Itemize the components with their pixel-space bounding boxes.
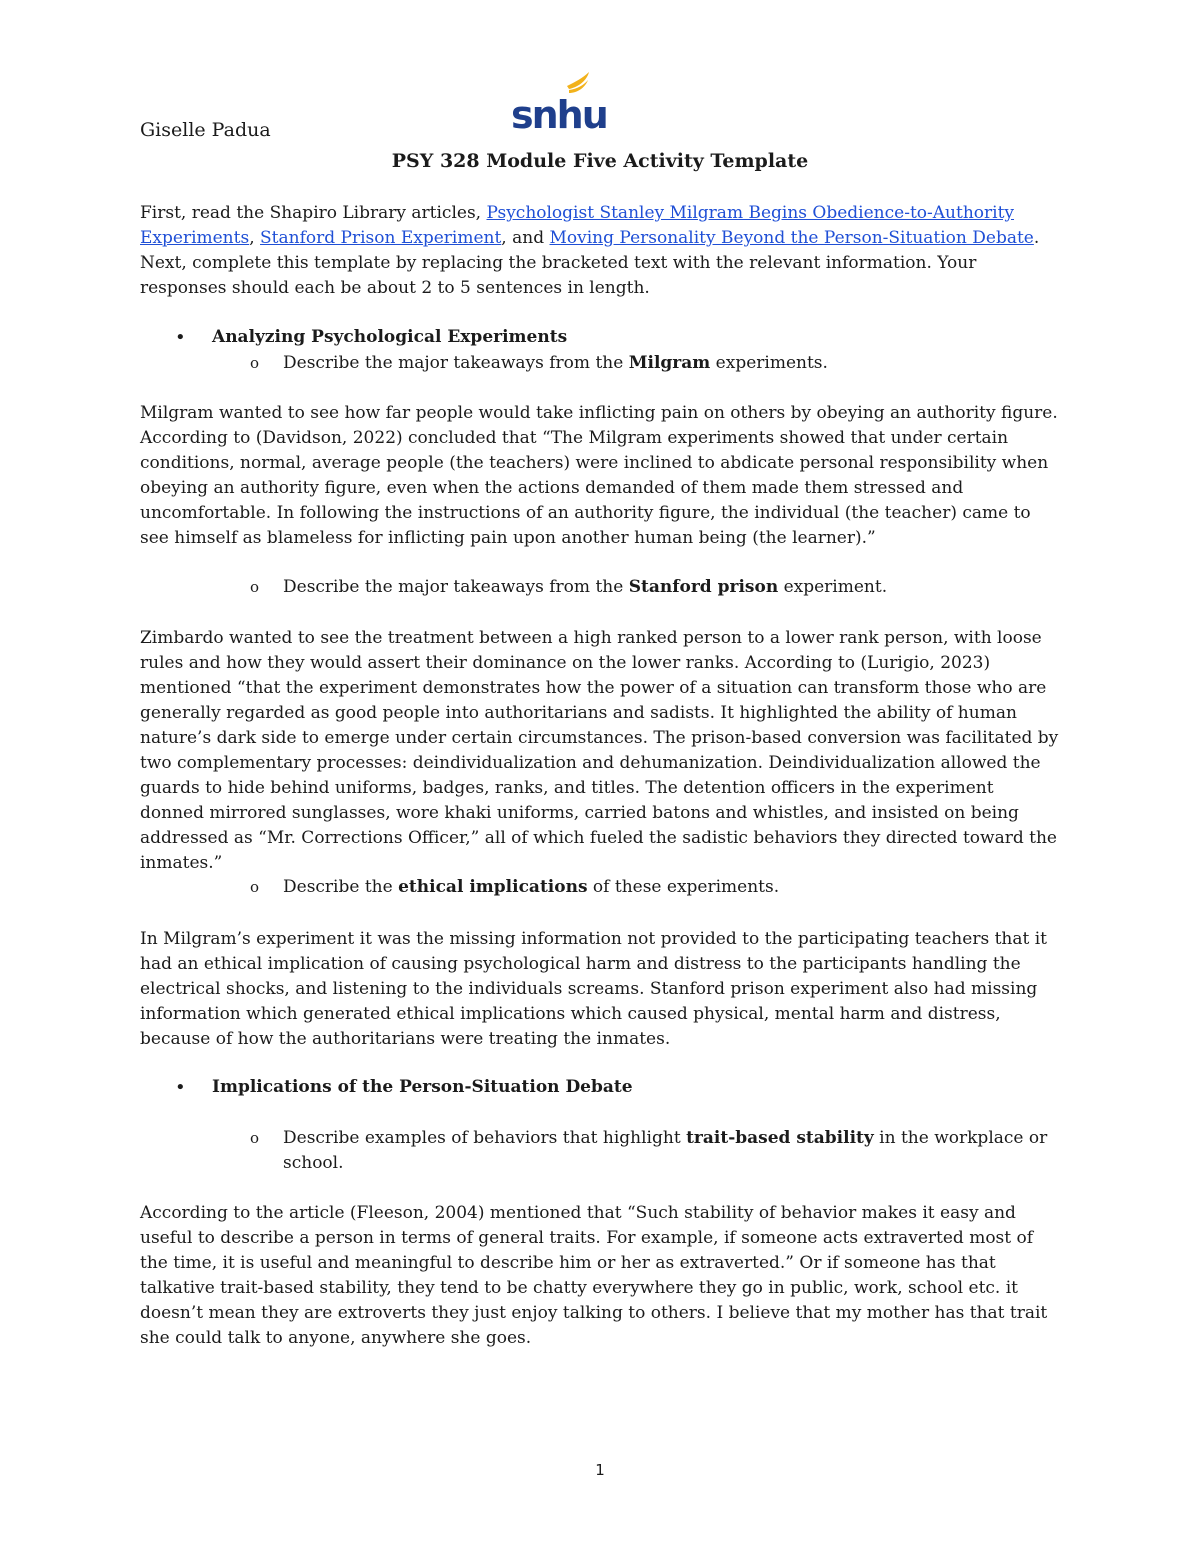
article-link-milgram[interactable]: Psychologist Stanley Milgram Begins Obedience-to-Authority Experiments: [140, 203, 1014, 248]
article-link-stanford[interactable]: Stanford Prison Experiment: [260, 228, 502, 248]
answer-stanford: Zimbardo wanted to see the treatment between a high ranked person to a lower rank person, with loose rules and how they would assert their dominance on the lower ranks. According to (Lurigio, 2023) mentioned “that the experiment demonstrates how the power of a situation can transform those who are generally regarded as good people into authoritarians and sadists. It highlighted the ability of human nature’s dark side to emerge under certain circumstances. The prison-based conversion was facilitated by two complementary processes: deindividualization and dehumanization. Deindividualization allowed the guards to hide behind uniforms, badges, ranks, and titles. The detention officers in the experiment donned mirrored sunglasses, wore khaki uniforms, carried batons and whistles, and insisted on being addressed as “Mr. Corrections Officer,” all of which fueled the sadistic behaviors they directed toward the inmates.”: [140, 628, 1059, 873]
question-milgram: Describe the major takeaways from the Milgram experiments.: [283, 353, 828, 373]
intro-tail: . Next, complete this template by replacing the bracketed text with the relevant information. Your responses should each be about 2 to 5 sentences in length.: [140, 228, 1040, 298]
answer-milgram: Milgram wanted to see how far people would take inflicting pain on others by obeying an authority figure. According to (Davidson, 2022) concluded that “The Milgram experiments showed that under certain conditions, normal, average people (the teachers) were inclined to abdicate personal responsibility when obeying an authority figure, even when the actions demanded of them made them stressed and uncomfortable. In following the instructions of an authority figure, the individual (the teacher) came to see himself as blameless for inflicting pain upon another human being (the learner).”: [140, 403, 1058, 548]
question-trait-stability: Describe examples of behaviors that highlight trait-based stability in the workplace or school.: [283, 1128, 1048, 1173]
intro-separator: , and: [501, 228, 550, 248]
question-ethics: Describe the ethical implications of these experiments.: [283, 877, 780, 897]
intro-separator: ,: [249, 228, 261, 248]
sub-bullet-icon: o: [250, 1129, 260, 1147]
intro-paragraph: [140, 201, 1060, 301]
author-name: Giselle Padua: [140, 119, 271, 141]
bullet-icon: •: [175, 327, 186, 348]
bullet-icon: •: [175, 1077, 186, 1098]
document-title: PSY 328 Module Five Activity Template: [391, 150, 809, 172]
sub-bullet-icon: o: [250, 878, 260, 896]
section-heading-person-situation: Implications of the Person-Situation Debate: [212, 1077, 633, 1097]
answer-ethics: In Milgram’s experiment it was the missing information not provided to the participating teachers that it had an ethical implication of causing psychological harm and distress to the participants handling the electrical shocks, and listening to the individuals screams. Stanford prison experiment also had missing information which generated ethical implications which caused physical, mental harm and distress, because of how the authoritarians were treating the inmates.: [140, 929, 1047, 1049]
page-number: 1: [595, 1461, 605, 1479]
sub-bullet-icon: o: [250, 578, 260, 596]
question-stanford: Describe the major takeaways from the Stanford prison experiment.: [283, 577, 888, 597]
sub-bullet-icon: o: [250, 354, 260, 372]
snhu-logo: [509, 72, 607, 137]
intro-lead: First, read the Shapiro Library articles,: [140, 203, 487, 223]
section-heading-analyzing: Analyzing Psychological Experiments: [212, 327, 568, 347]
answer-trait-stability: According to the article (Fleeson, 2004) mentioned that “Such stability of behavior makes it easy and useful to describe a person in terms of general traits. For example, if someone acts extraverted most of the time, it is useful and meaningful to describe him or her as extraverted.” Or if someone has that talkative trait-based stability, they tend to be chatty everywhere they go in public, work, school etc. it doesn’t mean they are extroverts they just enjoy talking to others. I believe that my mother has that trait she could talk to anyone, anywhere she goes.: [140, 1203, 1048, 1348]
article-link-person-situation[interactable]: Moving Personality Beyond the Person-Situation Debate: [549, 228, 1034, 248]
svg-text:snhu: snhu: [511, 93, 607, 137]
